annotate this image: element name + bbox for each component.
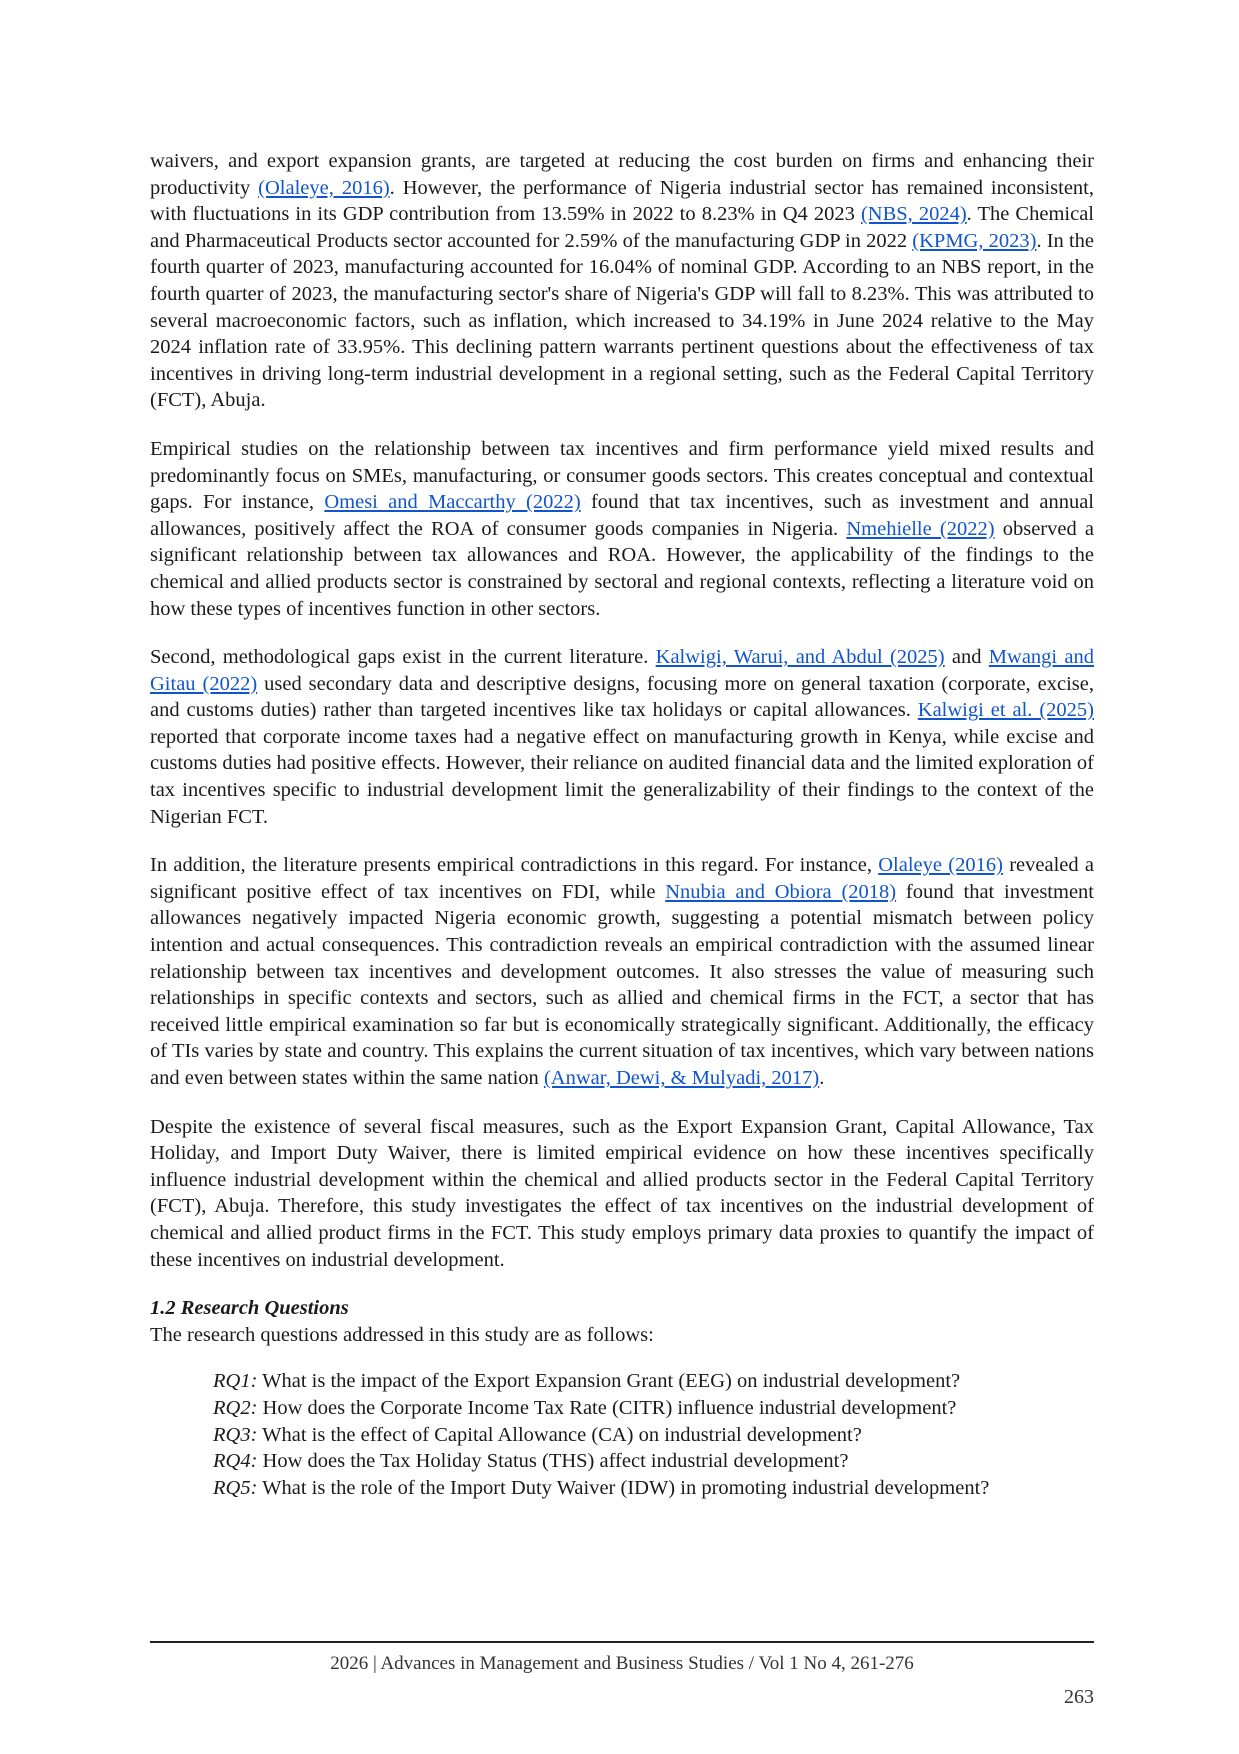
citation-link[interactable]: Kalwigi et al. (2025) — [917, 699, 1095, 722]
footer-journal-citation: 2026 | Advances in Management and Business Studies / Vol 1 No 4, 261-276 — [330, 1653, 914, 1674]
section-intro: The research questions addressed in this study are as follows: — [150, 1323, 654, 1346]
question-id: RQ3: — [213, 1423, 258, 1446]
paragraph-text: Despite the existence of several fiscal measures, such as the Export Expansion Grant, Capital Allowance, Tax Holiday, and Import Duty Waiver, there is limited empirical evidence on how these incentives specifically influence industrial development within the chemical and allied products sector in the Federal Capital Territory (FCT), Abuja. Therefore, this study investigates the effect of tax incentives on the industrial development of chemical and allied product firms in the FCT. This study employs primary data proxies to quantify the impact of these incentives on industrial development. — [150, 1115, 1094, 1271]
section-heading: 1.2 Research Questions — [150, 1297, 349, 1320]
citation-link[interactable]: Omesi and Maccarthy (2022) — [324, 491, 581, 514]
paragraph-text: found that tax incentives, such as investment and annual allowances, positively affect the ROA of consumer goods companies in Nigeria. — [150, 491, 1095, 540]
footer-divider — [150, 1641, 1094, 1643]
question-text: How does the Tax Holiday Status (THS) affect industrial development? — [257, 1450, 849, 1473]
paragraph-text: . The Chemical and Pharmaceutical Products sector accounted for 2.59% of the manufacturing GDP in 2022 — [150, 203, 1094, 252]
paragraph-text: Empirical studies on the relationship between tax incentives and firm performance yield mixed results and predominantly focus on SMEs, manufacturing, or consumer goods sectors. This creates conceptual and contextual gaps. For instance, — [150, 437, 1094, 514]
question-text: How does the Corporate Income Tax Rate (CITR) influence industrial development? — [257, 1396, 957, 1419]
body-paragraphs — [150, 148, 1094, 1273]
paragraph-text: and — [944, 646, 989, 669]
citation-link[interactable]: Mwangi and Gitau (2022) — [150, 646, 1094, 695]
question-text: What is the effect of Capital Allowance (CA) on industrial development? — [257, 1423, 862, 1446]
paragraph-text: In addition, the literature presents empirical contradictions in this regard. For instance, — [150, 854, 879, 877]
question-text: What is the impact of the Export Expansion Grant (EEG) on industrial development? — [257, 1370, 961, 1393]
paragraph-text: revealed a significant positive effect of tax incentives on FDI, while — [150, 854, 1094, 903]
paragraph-text: waivers, and export expansion grants, are targeted at reducing the cost burden on firms and enhancing their productivity — [150, 150, 1094, 199]
paragraph-text: reported that corporate income taxes had a negative effect on manufacturing growth in Kenya, while excise and customs duties had positive effects. However, their reliance on audited financial data and the limited exploration of tax incentives specific to industrial development limit the generalizability of their findings to the context of the Nigerian FCT. — [150, 725, 1094, 828]
body-paragraph — [150, 1114, 1094, 1274]
paragraph-text: . In the fourth quarter of 2023, manufacturing accounted for 16.04% of nominal GDP. According to an NBS report, in the fourth quarter of 2023, the manufacturing sector's share of Nigeria's GDP will fall to 8.23%. This was attributed to several macroeconomic factors, such as inflation, which increased to 34.19% in June 2024 relative to the May 2024 inflation rate of 33.95%. This declining pattern warrants pertinent questions about the effectiveness of tax incentives in driving long-term industrial development in a regional setting, such as the Federal Capital Territory (FCT), Abuja. — [150, 229, 1094, 412]
citation-link[interactable]: Kalwigi, Warui, and Abdul (2025) — [655, 646, 945, 669]
paragraph-text: observed a significant relationship between tax allowances and ROA. However, the applicability of the findings to the chemical and allied products sector is constrained by sectoral and regional contexts, reflecting a literature void on how these types of incentives function in other sectors. — [150, 517, 1095, 620]
paragraph-text: . — [819, 1067, 825, 1089]
question-text: What is the role of the Import Duty Waiver (IDW) in promoting industrial development? — [257, 1476, 990, 1499]
citation-link[interactable]: (Anwar, Dewi, & Mulyadi, 2017) — [543, 1067, 820, 1089]
question-id: RQ1: — [213, 1370, 258, 1393]
citation-link[interactable]: Olaleye (2016) — [878, 854, 1003, 877]
question-id: RQ4: — [213, 1450, 258, 1473]
research-question — [213, 1395, 1094, 1422]
body-paragraph — [150, 852, 1094, 1091]
citation-link[interactable]: Nmehielle (2022) — [846, 517, 995, 540]
research-questions-list — [150, 1368, 1094, 1501]
body-paragraph — [150, 644, 1094, 830]
body-paragraph — [150, 148, 1094, 414]
citation-link[interactable]: Nnubia and Obiora (2018) — [665, 880, 897, 903]
page-body — [150, 148, 1094, 1501]
citation-link[interactable]: (KPMG, 2023) — [912, 229, 1037, 252]
body-paragraph — [150, 436, 1094, 622]
paragraph-text: Second, methodological gaps exist in the current literature. — [150, 646, 656, 669]
page-number: 263 — [1064, 1686, 1094, 1708]
paragraph-text: . However, the performance of Nigeria industrial sector has remained inconsistent, with fluctuations in its GDP contribution from 13.59% in 2022 to 8.23% in Q4 2023 — [150, 176, 1094, 226]
citation-link[interactable]: (NBS, 2024) — [860, 203, 967, 226]
research-question — [213, 1368, 1094, 1395]
research-question — [213, 1422, 1094, 1449]
research-question — [213, 1448, 1094, 1475]
paragraph-text: found that investment allowances negatively impacted Nigeria economic growth, suggesting a potential mismatch between policy intention and actual consequences. This contradiction reveals an empirical contradiction with the assumed linear relationship between tax incentives and development outcomes. It also stresses the value of measuring such relationships in specific contexts and sectors, such as allied and chemical firms in the FCT, a sector that has received little empirical examination so far but is economically strategically significant. Additionally, the efficacy of TIs varies by state and country. This explains the current situation of tax incentives, which vary between nations and even between states within the same nation — [150, 880, 1094, 1089]
citation-link[interactable]: (Olaleye, 2016) — [258, 176, 390, 199]
question-id: RQ2: — [213, 1396, 258, 1419]
paragraph-text: used secondary data and descriptive designs, focusing more on general taxation (corporate, excise, and customs duties) rather than targeted incentives like tax holidays or capital allowances. — [150, 672, 1094, 722]
question-id: RQ5: — [213, 1476, 258, 1499]
research-question — [213, 1475, 1094, 1502]
